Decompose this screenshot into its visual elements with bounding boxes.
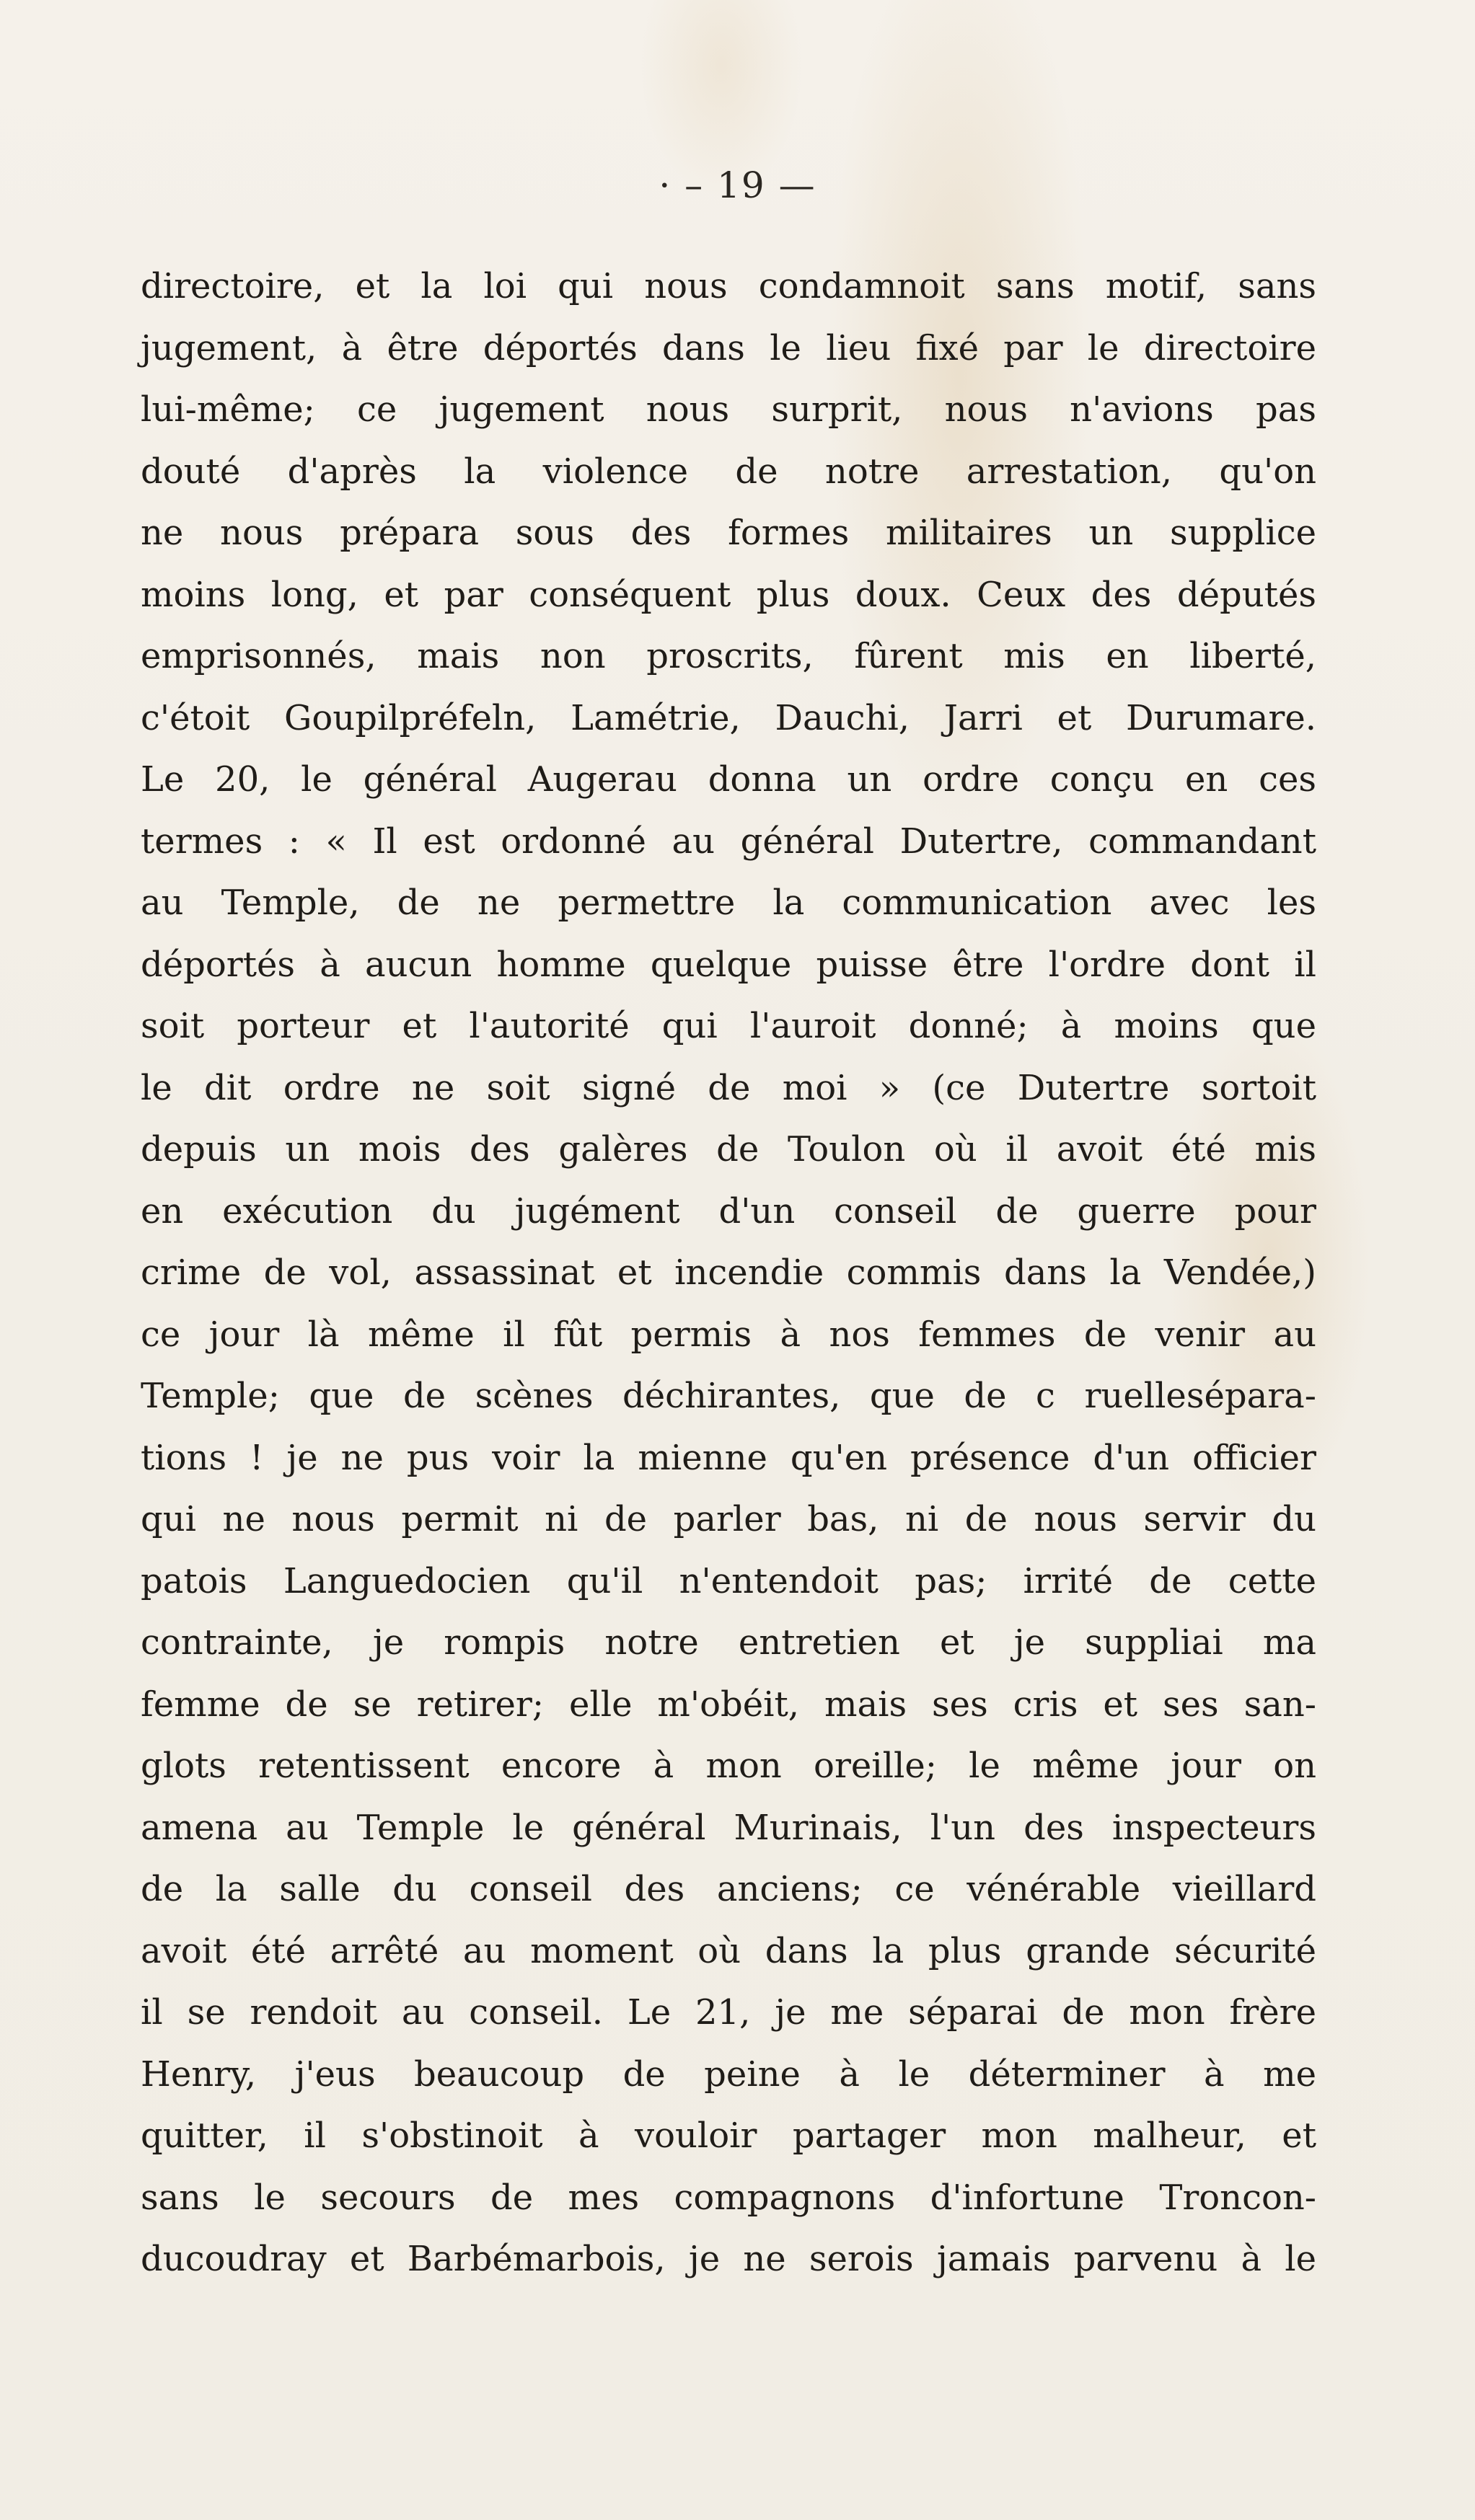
- page-number: [0, 164, 1475, 206]
- text-line: le dit ordre ne soit signé de moi » (ce Dutertre sortoit: [141, 1067, 1316, 1108]
- text-line: amena au Temple le général Murinais, l'un des inspecteurs: [141, 1807, 1316, 1848]
- text-line: de la salle du conseil des anciens; ce vénérable vieillard: [141, 1869, 1316, 1909]
- text-line: c'étoit Goupilpréfeln, Lamétrie, Dauchi, Jarri et Durumare.: [141, 697, 1316, 738]
- text-line: déportés à aucun homme quelque puisse être l'ordre dont il: [141, 944, 1316, 985]
- text-line: Le 20, le général Augerau donna un ordre conçu en ces: [141, 759, 1316, 800]
- text-line: soit porteur et l'autorité qui l'auroit donné; à moins que: [141, 1006, 1316, 1046]
- text-line: lui-même; ce jugement nous surprit, nous n'avions pas: [141, 389, 1316, 430]
- page-number-dash-right: —: [765, 164, 816, 206]
- text-line: ce jour là même il fût permis à nos femmes de venir au: [141, 1314, 1316, 1355]
- page-number-value: 19: [717, 164, 766, 206]
- text-line: termes : « Il est ordonné au général Dutertre, commandant: [141, 821, 1316, 862]
- text-line: au Temple, de ne permettre la communication avec les: [141, 883, 1316, 923]
- text-line: glots retentissent encore à mon oreille; le même jour on: [141, 1746, 1316, 1786]
- text-line: crime de vol, assassinat et incendie commis dans la Vendée,): [141, 1252, 1316, 1293]
- text-line: directoire, et la loi qui nous condamnoit sans motif, sans: [141, 266, 1316, 306]
- text-line: Temple; que de scènes déchirantes, que de c ruellesépara-: [141, 1376, 1316, 1416]
- text-line: tions ! je ne pus voir la mienne qu'en présence d'un officier: [141, 1437, 1316, 1478]
- text-line: en exécution du jugément d'un conseil de guerre pour: [141, 1190, 1316, 1232]
- text-line: patois Languedocien qu'il n'entendoit pas; irrité de cette: [141, 1560, 1316, 1601]
- page-number-dash-left: · –: [659, 164, 718, 206]
- text-line: contrainte, je rompis notre entretien et je suppliai ma: [141, 1622, 1316, 1663]
- text-line: ne nous prépara sous des formes militaires un supplice: [141, 513, 1316, 553]
- text-line: avoit été arrêté au moment où dans la plus grande sécurité: [141, 1930, 1316, 1971]
- text-line: ducoudray et Barbémarbois, je ne serois jamais parvenu à le: [141, 2239, 1316, 2279]
- text-line: depuis un mois des galères de Toulon où il avoit été mis: [141, 1129, 1316, 1170]
- text-line: douté d'après la violence de notre arrestation, qu'on: [141, 451, 1316, 492]
- text-line: il se rendoit au conseil. Le 21, je me séparai de mon frère: [141, 1992, 1316, 2033]
- text-line: quitter, il s'obstinoit à vouloir partager mon malheur, et: [141, 2116, 1316, 2156]
- text-line: sans le secours de mes compagnons d'infortune Troncon-: [141, 2177, 1316, 2218]
- text-line: femme de se retirer; elle m'obéit, mais ses cris et ses san-: [141, 1684, 1316, 1725]
- text-line: qui ne nous permit ni de parler bas, ni de nous servir du: [141, 1499, 1316, 1539]
- text-line: emprisonnés, mais non proscrits, fûrent mis en liberté,: [141, 636, 1316, 676]
- text-line: Henry, j'eus beaucoup de peine à le déterminer à me: [141, 2053, 1316, 2095]
- body-text: [141, 256, 1316, 2291]
- text-line: jugement, à être déportés dans le lieu fixé par le directoire: [141, 327, 1316, 368]
- text-line: moins long, et par conséquent plus doux. Ceux des députés: [141, 574, 1316, 615]
